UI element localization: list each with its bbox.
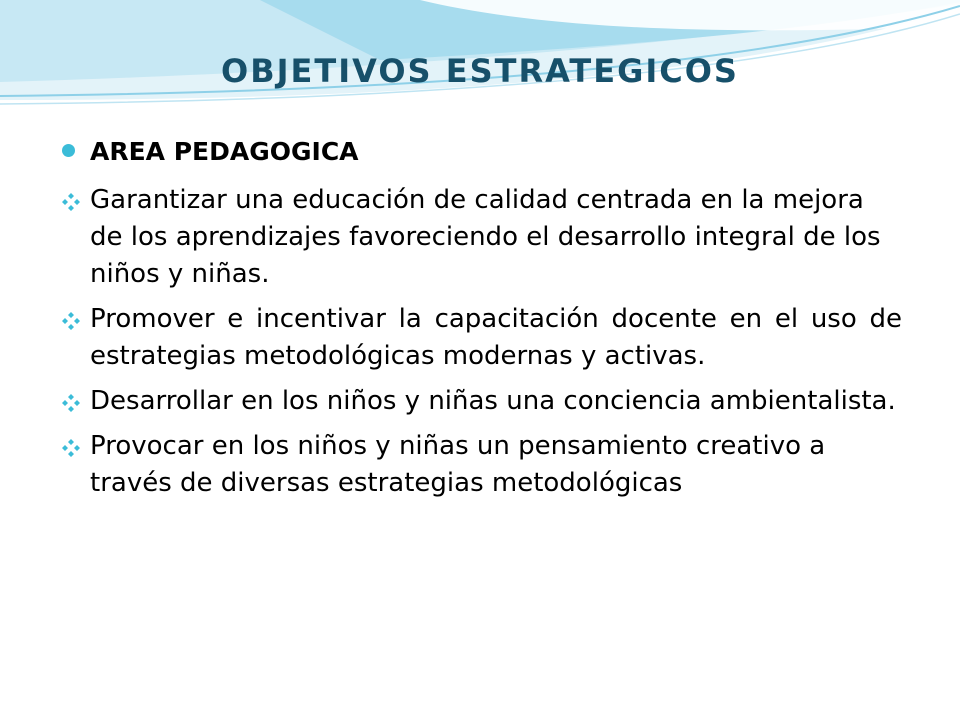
list-item: [62, 182, 902, 293]
slide-title: OBJETIVOS ESTRATEGICOS: [221, 52, 739, 90]
section-heading-row: [62, 130, 902, 174]
list-item: [62, 428, 902, 502]
list-item: [62, 383, 902, 420]
diamond-bullet-icon: [62, 394, 80, 412]
bullet-list: [62, 130, 902, 502]
diamond-bullet-icon: [62, 439, 80, 457]
diamond-bullet-icon: [62, 312, 80, 330]
section-heading: AREA PEDAGOGICA: [90, 137, 359, 166]
list-item: [62, 301, 902, 375]
list-item-text: Promover e incentivar la capacitación docente en el uso de estrategias metodológicas modernas y activas.: [90, 304, 902, 371]
list-item-text: Garantizar una educación de calidad centrada en la mejora de los aprendizajes favoreciendo el desarrollo integral de los niños y niñas.: [90, 185, 881, 289]
diamond-bullet-icon: [62, 193, 80, 211]
round-bullet-icon: [62, 144, 75, 157]
list-item-text: Provocar en los niños y niñas un pensamiento creativo a través de diversas estrategias metodológicas: [90, 431, 826, 498]
list-item-text: Desarrollar en los niños y niñas una conciencia ambientalista.: [90, 386, 896, 416]
